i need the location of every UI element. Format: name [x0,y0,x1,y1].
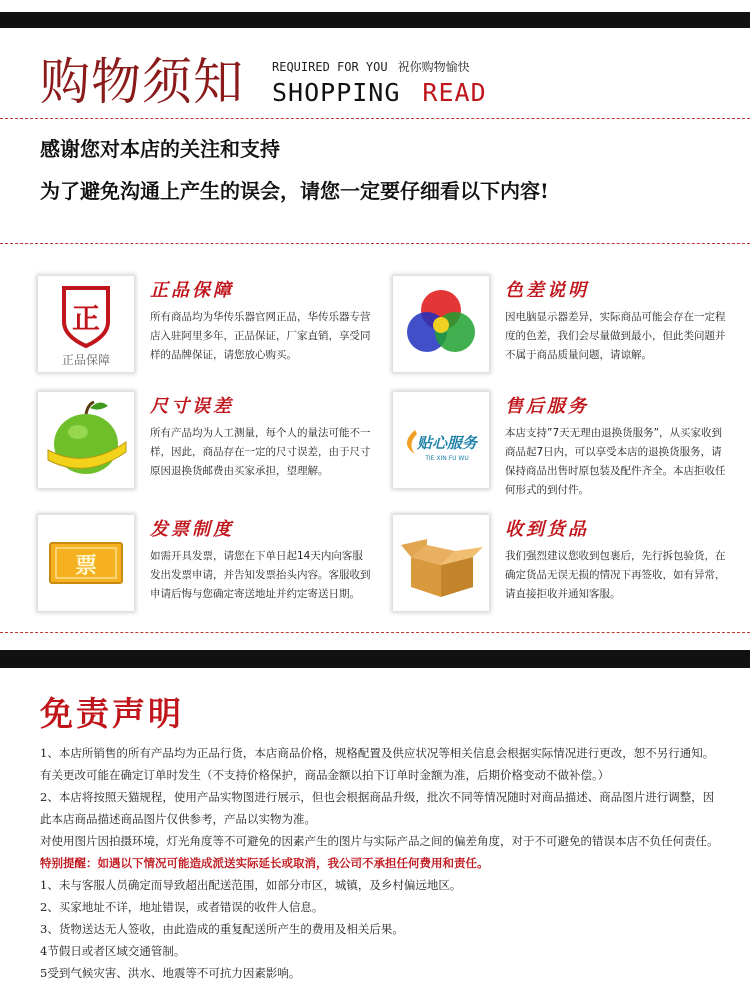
disclaimer-item-1: 1、未与客服人员确定而导致超出配送范围，如部分市区，城镇，及乡村偏远地区。 [40,878,462,892]
card-receiving [393,515,726,625]
service-logo-sub: TIE XIN FU WU [425,455,469,462]
card-size-error [38,392,371,502]
card-title: 正品保障 [150,280,234,301]
card-title: 色差说明 [505,280,589,301]
disclaimer-body [40,742,720,984]
disclaimer-warning: 特别提醒：如遇以下情况可能造成派送实际延长或取消，我公司不承担任何费用和责任。 [40,856,489,870]
cardboard-box-icon [393,515,489,611]
disclaimer-item-2: 2、买家地址不详，地址错误，或者错误的收件人信息。 [40,900,324,914]
page-title: 购物须知 [40,53,244,111]
badge-glyph: 正 [71,302,101,335]
intro-line-1: 感谢您对本店的关注和支持 [40,137,280,161]
apple-tape-icon [38,392,134,488]
top-bar [0,12,750,28]
card-body: 所有商品均为华传乐器官网正品，华传乐器专营店入驻阿里多年，正品保证，厂家直销，享受同样的品牌保证，请您放心购买。 [150,311,371,361]
intro-line-2: 为了避免沟通上产生的误会，请您一定要仔细看以下内容! [40,179,549,203]
invoice-ticket-icon [38,515,134,611]
card-title: 尺寸误差 [150,396,234,417]
card-body: 如需开具发票，请您在下单日起14天内向客服发出发票申请，并告知发票抬头内容。客服收到申请后悔与您确定寄送地址并约定寄送日期。 [150,550,371,600]
divider [0,118,750,119]
card-title: 发票制度 [150,519,234,540]
card-body: 所有产品均为人工测量，每个人的量法可能不一样，因此，商品存在一定的尺寸误差，由于尺寸原因退换货邮费由买家承担，望理解。 [150,427,371,477]
authentic-badge-icon [38,276,134,372]
service-logo-text: 贴心服务 [416,434,478,452]
subtitle-shopping-read [272,78,487,107]
ticket-glyph: 票 [74,553,98,579]
required-cn-text: 祝你购物愉快 [397,60,470,74]
section-bar [0,650,750,668]
disclaimer-paragraph-2: 2、本店将按照天猫规程，使用产品实物图进行展示，但也会根据商品升级，批次不同等情况随时对商品描述、商品图片进行调整，因此本店商品描述商品图片仅供参考，产品以实物为准。 [40,790,715,826]
disclaimer-paragraph-1: 1、本店所销售的所有产品均为正品行货，本店商品价格，规格配置及供应状况等相关信息会根据实际情况进行更改，恕不另行通知。有关更改可能在确定订单时发生（不支持价格保护，商品金额以拍下订单时金额为准，后期价格变动不做补偿。） [40,746,715,782]
card-title: 售后服务 [505,396,589,417]
service-logo-icon [393,392,489,488]
card-body: 本店支持”7天无理由退换货服务”，从买家收到商品起7日内，可以享受本店的退换货服务，请保持商品出售时原包装及配件齐全。本店拒收任何形式的到付件。 [505,427,726,496]
disclaimer-item-3: 3、货物送达无人签收，由此造成的重复配送所产生的费用及相关后果。 [40,922,404,936]
disclaimer-item-4: 4节假日或者区域交通管制。 [40,944,186,958]
card-body: 我们强烈建议您收到包裹后，先行拆包验货，在确定货品无误无损的情况下再签收，如有异常，请直接拒收并通知客服。 [505,550,726,600]
color-wheel-icon [393,276,489,372]
card-title: 收到货品 [505,519,589,540]
disclaimer-paragraph-3: 对使用图片因拍摄环境，灯光角度等不可避免的因素产生的图片与实际产品之间的偏差角度，对于不可避免的错误本店不负任何责任。 [40,834,719,848]
card-color-difference [393,276,726,386]
read-text: READ [422,78,487,107]
required-en-text: REQUIRED FOR YOU [272,60,388,74]
disclaimer-item-5: 5受到气候灾害、洪水、地震等不可抗力因素影响。 [40,966,301,980]
card-after-sales [393,392,726,502]
badge-caption: 正品保障 [61,353,111,367]
shopping-text: SHOPPING [272,78,401,107]
subtitle-required [272,58,470,75]
divider [0,243,750,244]
card-body: 因电脑显示器差异，实际商品可能会存在一定程度的色差，我们会尽量做到最小，但此类问题并不属于商品质量问题，请谅解。 [505,311,726,361]
divider [0,632,750,633]
disclaimer-title: 免责声明 [40,694,184,733]
card-invoice [38,515,371,625]
card-authentic [38,276,371,386]
